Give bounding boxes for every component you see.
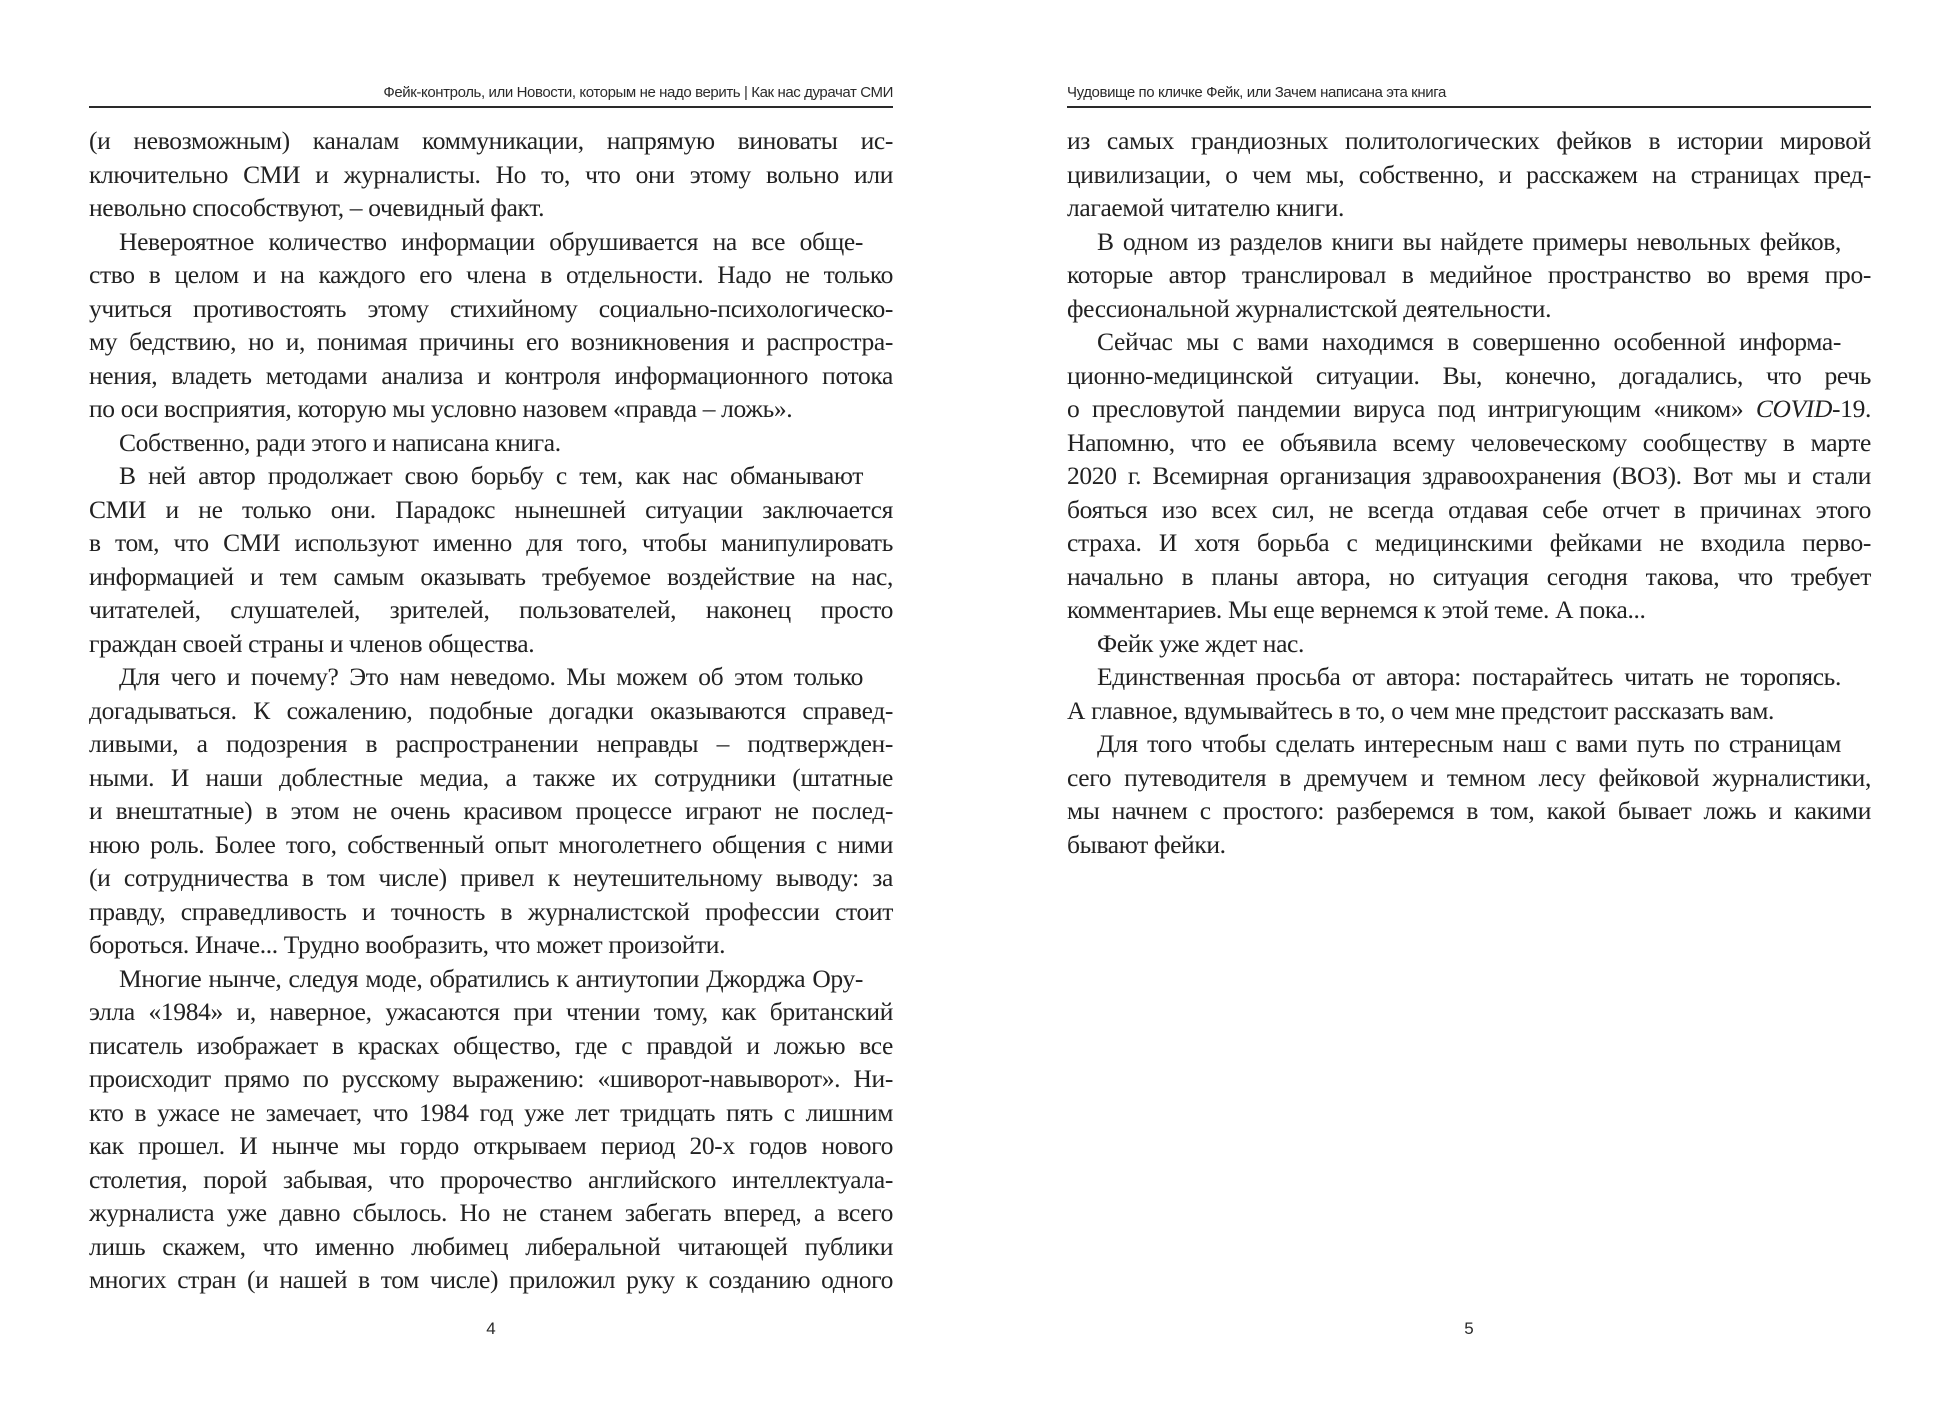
- text-line: [89, 1096, 893, 1130]
- header-rule: [1067, 106, 1871, 108]
- text-line: [1067, 325, 1871, 359]
- text-line: [89, 292, 893, 326]
- text-line-content: и внештатные) в этом не очень красивом процессе играют не послед-: [89, 796, 893, 825]
- text-line: [89, 124, 893, 158]
- text-line-content: (и невозможным) каналам коммуникации, напрямую виноваты ис-: [89, 126, 893, 155]
- text-line-content: Единственная просьба от автора: постарайтесь читать не торопясь.: [1097, 662, 1841, 691]
- text-line-content: ключительно СМИ и журналисты. Но то, что они этому вольно или: [89, 159, 893, 189]
- text-line-content: граждан своей страны и членов общества.: [89, 628, 535, 658]
- text-line-content: нения, владеть методами анализа и контроля информационного потока: [89, 360, 893, 390]
- text-line: [89, 928, 893, 962]
- text-line: [89, 1029, 893, 1063]
- text-line: [1067, 258, 1871, 292]
- text-line: [89, 727, 893, 761]
- text-line-content: информацией и тем самым оказывать требуемое воздействие на нас,: [89, 561, 893, 591]
- italic-text-run: COVID: [1755, 394, 1833, 423]
- text-line-content: сего путеводителя в дремучем и темном лесу фейковой журналистики,: [1067, 762, 1871, 792]
- text-line: [89, 995, 893, 1029]
- text-line-content: Фейк уже ждет нас.: [1097, 628, 1305, 658]
- text-line-content: В одном из разделов книги вы найдете примеры невольных фейков,: [1097, 226, 1841, 256]
- text-line: [89, 459, 893, 493]
- text-line-content: Невероятное количество информации обрушивается на все обще-: [119, 226, 863, 256]
- text-line-content: кто в ужасе не замечает, что 1984 год уже лет тридцать пять с лишним: [89, 1097, 893, 1127]
- text-line: [89, 1263, 893, 1297]
- text-line-content: фессиональной журналистской деятельности.: [1067, 293, 1552, 323]
- text-line: [89, 392, 893, 426]
- text-line-content: журналиста уже давно сбылось. Но не станем забегать вперед, а всего: [89, 1198, 893, 1227]
- text-line-content: в том, что СМИ используют именно для того, чтобы манипулировать: [89, 528, 893, 557]
- text-line-content: ство в целом и на каждого его члена в отдельности. Надо не только: [89, 260, 893, 289]
- text-line-content: цивилизации, о чем мы, собственно, и расскажем на страницах пред-: [1067, 159, 1871, 189]
- text-line: [1067, 560, 1871, 594]
- text-line: [89, 493, 893, 527]
- text-line-content: происходит прямо по русскому выражению: «шиворот-навыворот». Ни-: [89, 1064, 893, 1093]
- text-line-content: писатель изображает в красках общество, где с правдой и ложью все: [89, 1030, 893, 1060]
- right-page: [1067, 0, 1871, 1416]
- body-text: [89, 124, 893, 1297]
- text-line: [89, 828, 893, 862]
- body-text: [1067, 124, 1871, 861]
- text-line-content: лагаемой читателю книги.: [1067, 193, 1345, 222]
- text-line: [1067, 794, 1871, 828]
- left-page: [89, 0, 893, 1416]
- text-line-content: (и сотрудничества в том числе) привел к неутешительному выводу: за: [89, 863, 893, 892]
- text-line-content: А главное, вдумывайтесь в то, о чем мне предстоит рассказать вам.: [1067, 695, 1775, 725]
- text-line-content: невольно способствуют, – очевидный факт.: [89, 193, 545, 222]
- text-line: [1067, 694, 1871, 728]
- running-head: Чудовище по кличке Фейк, или Зачем написана эта книга: [1067, 84, 1446, 101]
- text-line-content: как прошел. И нынче мы гордо открываем период 20-х годов нового: [89, 1131, 893, 1160]
- text-line: [89, 325, 893, 359]
- text-line: [89, 191, 893, 225]
- text-line-content: бороться. Иначе... Трудно вообразить, что может произойти.: [89, 930, 726, 959]
- page-number: 5: [1464, 1319, 1474, 1338]
- text-line: [89, 694, 893, 728]
- text-line: [89, 158, 893, 192]
- text-line-content: нюю роль. Более того, собственный опыт многолетнего общения с ними: [89, 829, 893, 859]
- text-line: [89, 861, 893, 895]
- text-line-content: ционно-медицинской ситуации. Вы, конечно, догадались, что речь: [1067, 360, 1871, 390]
- text-line: [1067, 627, 1871, 661]
- text-line-content: Многие нынче, следуя моде, обратились к антиутопии Джорджа Ору-: [119, 963, 863, 993]
- text-line: [1067, 727, 1871, 761]
- running-head: Фейк-контроль, или Новости, которым не надо верить | Как нас дурачат СМИ: [383, 84, 893, 101]
- text-line: [89, 1230, 893, 1264]
- text-line: [89, 593, 893, 627]
- text-line-content: начально в планы автора, но ситуация сегодня такова, что требует: [1067, 561, 1871, 591]
- page-number: 4: [486, 1319, 496, 1338]
- text-line: [89, 660, 893, 694]
- text-line: [1067, 828, 1871, 862]
- text-line: [89, 225, 893, 259]
- text-line: [1067, 225, 1871, 259]
- text-line-content: Для того чтобы сделать интересным наш с вами путь по страницам: [1097, 729, 1841, 758]
- text-line: [1067, 593, 1871, 627]
- text-line-content: ливыми, а подозрения в распространении неправды – подтвержден-: [89, 729, 893, 758]
- text-line: [1067, 359, 1871, 393]
- text-line-content: лишь скажем, что именно любимец либеральной читающей публики: [89, 1231, 893, 1261]
- text-line: [89, 962, 893, 996]
- text-line: [89, 761, 893, 795]
- text-line: [89, 258, 893, 292]
- text-line-content: Сейчас мы с вами находимся в совершенно особенной информа-: [1097, 327, 1841, 356]
- text-line: [1067, 761, 1871, 795]
- text-line-content: столетия, порой забывая, что пророчество английского интеллектуала-: [89, 1164, 893, 1194]
- text-line: [89, 895, 893, 929]
- text-line: [1067, 292, 1871, 326]
- text-line: [1067, 493, 1871, 527]
- text-line-content: которые автор транслировал в медийное пространство во время про-: [1067, 260, 1871, 289]
- text-line-content: Для чего и почему? Это нам неведомо. Мы можем об этом только: [119, 662, 863, 691]
- text-line-content: правду, справедливость и точность в журналистской профессии стоит: [89, 896, 893, 926]
- text-line: [1067, 660, 1871, 694]
- text-line: [89, 426, 893, 460]
- text-line-content: страха. И хотя борьба с медицинскими фейками не входила перво-: [1067, 528, 1871, 557]
- text-line: [1067, 392, 1871, 426]
- text-line-content: по оси восприятия, которую мы условно назовем «правда – ложь».: [89, 394, 793, 423]
- text-line-content: мы начнем с простого: разберемся в том, какой бывает ложь и какими: [1067, 796, 1871, 825]
- text-run: о пресловутой пандемии вируса под интригующим «ником»: [1067, 394, 1756, 423]
- text-line: [89, 1163, 893, 1197]
- text-line-content: бояться изо всех сил, не всегда отдавая себе отчет в причинах этого: [1067, 494, 1871, 524]
- text-line: [1067, 459, 1871, 493]
- text-line: [89, 1062, 893, 1096]
- text-line-content: В ней автор продолжает свою борьбу с тем, как нас обманывают: [119, 461, 863, 490]
- text-line-content: догадываться. К сожалению, подобные догадки оказываются справед-: [89, 695, 893, 725]
- text-line: [89, 627, 893, 661]
- text-line: [89, 359, 893, 393]
- text-line: [89, 1129, 893, 1163]
- text-line: [1067, 191, 1871, 225]
- text-line: [1067, 526, 1871, 560]
- text-line-content: Напомню, что ее объявила всему человеческому сообществу в марте: [1067, 427, 1871, 457]
- text-line: [89, 526, 893, 560]
- text-line: [1067, 158, 1871, 192]
- text-line-content: элла «1984» и, наверное, ужасаются при чтении тому, как британский: [89, 997, 893, 1026]
- text-line-content: ными. И наши доблестные медиа, а также их сотрудники (штатные: [89, 762, 893, 792]
- text-line-content: СМИ и не только они. Парадокс нынешней ситуации заключается: [89, 494, 893, 524]
- text-line-content: бывают фейки.: [1067, 829, 1226, 859]
- text-line-content: многих стран (и нашей в том числе) приложил руку к созданию одного: [89, 1265, 893, 1294]
- text-line-content: му бедствию, но и, понимая причины его возникновения и распростра-: [89, 327, 893, 356]
- text-line: [89, 560, 893, 594]
- text-line-content: читателей, слушателей, зрителей, пользователей, наконец просто: [89, 595, 893, 624]
- text-line-content: 2020 г. Всемирная организация здравоохранения (ВОЗ). Вот мы и стали: [1067, 461, 1871, 490]
- text-line: [1067, 124, 1871, 158]
- text-line: [1067, 426, 1871, 460]
- text-line-content: комментариев. Мы еще вернемся к этой теме. А пока...: [1067, 595, 1646, 624]
- text-line: [89, 794, 893, 828]
- text-line-content: [1067, 392, 1871, 426]
- text-line-content: Собственно, ради этого и написана книга.: [119, 427, 561, 457]
- text-line: [89, 1196, 893, 1230]
- text-line-content: из самых грандиозных политологических фейков в истории мировой: [1067, 126, 1871, 155]
- text-run: -19.: [1832, 394, 1871, 423]
- text-line-content: учиться противостоять этому стихийному социально-психологическо-: [89, 293, 893, 323]
- header-rule: [89, 106, 893, 108]
